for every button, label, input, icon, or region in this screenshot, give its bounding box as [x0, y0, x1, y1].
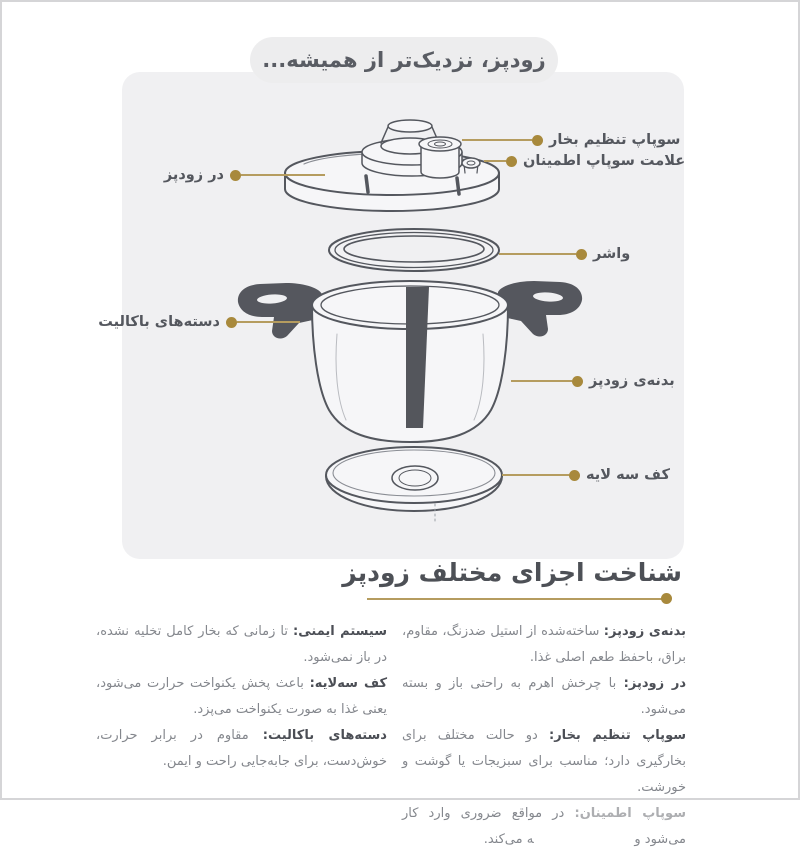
leader-line [511, 380, 572, 382]
triple-layer-base-drawing [326, 447, 502, 524]
label-gasket: واشر [499, 244, 630, 264]
section-heading: شناخت اجزای مختلف زودپز [342, 558, 682, 587]
description-column-right [402, 619, 686, 853]
heading-rule-dot [661, 593, 672, 604]
leader-dot [532, 135, 543, 146]
entry-safety-valve: سوپاپ اطمینان: در مواقع ضروری وارد کار می‌شود و ه می‌کند. [402, 806, 686, 847]
leader-line [502, 474, 569, 476]
leader-line [237, 321, 300, 323]
label-triple-layer-base: کف سه لایه [502, 465, 670, 485]
leader-dot [226, 317, 237, 328]
entry-triple-layer-base: کف سه‌لایه: باعث پخش یکنواخت حرارت می‌شود، یعنی غذا به صورت یکنواخت می‌پزد. [96, 676, 388, 717]
description-column-left [96, 619, 387, 775]
leader-line [241, 174, 325, 176]
label-pot-body: بدنه‌ی زودپز [511, 371, 675, 391]
banner-title: زودپز، نزدیک‌تر از همیشه... [262, 48, 546, 72]
label-lid: در زودپز [164, 165, 325, 185]
pot-body-drawing [238, 281, 582, 442]
leader-dot [230, 170, 241, 181]
entry-bakelite-handles: دسته‌های باکالیت: مقاوم در برابر حرارت، خوش‌دست، برای جابه‌جایی راحت و ایمن. [96, 728, 387, 769]
gasket-drawing [329, 229, 499, 271]
banner-pill [250, 37, 558, 83]
entry-lid: در زودپز: با چرخش اهرم به راحتی باز و بسته می‌شود. [402, 676, 687, 717]
bakelite-handle-right [498, 281, 582, 336]
heading-rule [367, 598, 663, 600]
leader-dot [576, 249, 587, 260]
entry-steam-valve: سوپاپ تنظیم بخار: دو حالت مختلف برای بخارگیری دارد؛ مناسب برای سبزیجات یا گوشت و خورشت. [402, 728, 687, 795]
label-steam-valve: سوپاپ تنظیم بخار [462, 130, 680, 150]
leader-line [462, 139, 532, 141]
entry-safety-system: سیستم ایمنی: تا زمانی که بخار کامل تخلیه نشده، در باز نمی‌شود. [96, 624, 387, 665]
leader-dot [506, 156, 517, 167]
label-safety-valve-mark: علامت سوپاپ اطمینان [484, 151, 685, 171]
leader-dot [572, 376, 583, 387]
label-bakelite-handles: دسته‌های باکالیت [98, 312, 300, 332]
leader-dot [569, 470, 580, 481]
leader-line [499, 253, 576, 255]
entry-pot-body: بدنه‌ی زودپز: ساخته‌شده از استیل ضدزنگ، مقاوم، براق، باحفظ طعم اصلی غذا. [402, 624, 686, 665]
leader-line [484, 160, 506, 162]
